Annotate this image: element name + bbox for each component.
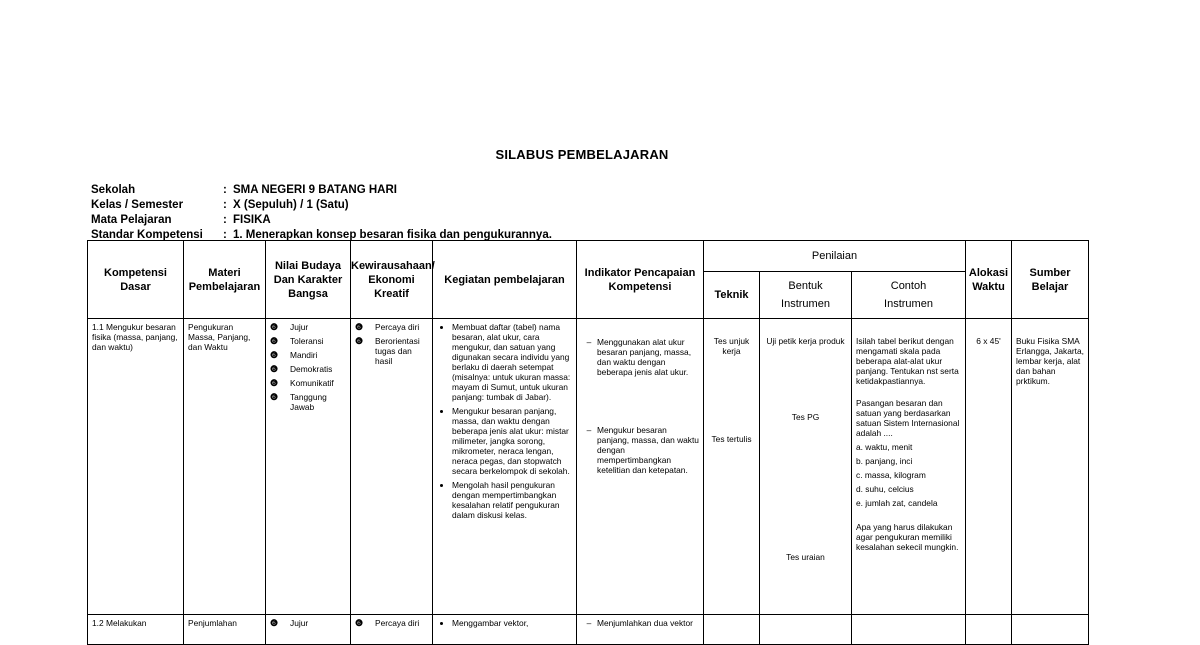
list-item [270,322,346,332]
cell-bentuk [760,319,852,615]
kewira-list [355,322,428,366]
list-item [355,322,428,332]
contoh-item: Apa yang harus dilakukan agar pengukuran memiliki kesalahan sekecil mungkin. [856,522,959,552]
bullet-icon: ❻ [270,322,279,332]
cell-teknik [704,319,760,615]
list-item: • Mengukur besaran panjang, massa, dan waktu dengan beberapa jenis alat ukur: mistar milimeter, jangka sorong, mikrometer, neraca lengan, neraca pegas, dan stopwatch secara berkelompok di sekolah. [452,406,572,476]
indikator-item [581,425,699,475]
materi-text: Penjumlahan [188,618,237,628]
col-header-kegiatan: Kegiatan pembelajaran [433,241,577,319]
list-item [355,336,428,366]
nilai-item: Tanggung Jawab [290,392,327,412]
syllabus-table [87,240,1089,645]
kd-text: 1.2 Melakukan [92,618,147,628]
kewira-item: Berorientasi tugas dan hasil [375,336,420,366]
document-header [91,183,552,243]
teknik-item: Tes unjuk kerja [713,336,750,356]
bullet-icon: ❻ [355,322,364,332]
nilai-list [270,322,346,412]
header-label: Kelas / Semester [91,199,184,211]
bentuk-line-2: Instrumen [781,298,830,310]
header-colon: : [223,214,227,226]
bentuk-item: Tes PG [791,412,820,422]
dash-icon: – [586,618,592,628]
contoh-option: b. panjang, inci [856,456,913,466]
bullet-icon: ❻ [270,336,279,346]
teknik-item: Tes tertulis [711,434,752,444]
col-header-indikator: Indikator Pencapaian Kompetensi [577,241,704,319]
header-row-sekolah [91,183,552,198]
list-item [270,364,346,374]
kd-text: 1.1 Mengukur besaran fisika (massa, panjang, dan waktu) [92,322,178,352]
contoh-option: a. waktu, menit [856,442,913,452]
materi-text: Pengukuran Massa, Panjang, dan Waktu [188,322,251,352]
cell-kewira [351,319,433,615]
contoh-line-2: Instrumen [884,298,933,310]
contoh-option: d. suhu, celcius [856,484,914,494]
nilai-item: Jujur [290,618,309,628]
indikator-item [581,337,699,377]
bentuk-line-1: Bentuk [788,280,823,292]
bentuk-item: Uji petik kerja produk [766,336,845,346]
list-item [270,378,346,388]
page-title: SILABUS PEMBELAJARAN [495,147,669,162]
cell-kd [88,319,184,615]
header-label: Sekolah [91,184,136,196]
col-header-materi: Materi Pembelajaran [184,241,266,319]
list-item [270,392,346,412]
bullet-icon: ❻ [270,618,279,628]
col-header-kewira: Kewirausahaan/ Ekonomi Kreatif [351,241,433,319]
col-header-nilai: Nilai Budaya Dan Karakter Bangsa [266,241,351,319]
header-label: Standar Kompetensi [91,229,203,241]
header-colon: : [223,199,227,211]
cell-sumber [1012,319,1089,615]
header-row-kelas [91,198,552,213]
contoh-option: e. jumlah zat, candela [856,498,938,508]
header-value: FISIKA [233,214,271,226]
kewira-item: Percaya diri [375,322,420,332]
bentuk-item: Tes uraian [786,552,825,562]
cell-kegiatan [433,319,577,615]
contoh-item: Pasangan besaran dan satuan yang berdasarkan satuan Sistem Internasional adalah .... [856,398,960,438]
kewira-item: Percaya diri [375,618,420,628]
list-item [270,336,346,346]
list-item [270,618,346,628]
list-item: • Membuat daftar (tabel) nama besaran, alat ukur, cara mengukur, dan satuan yang digunakan secara individu yang berlaku di daerah setempat (misalnya: untuk ukuran massa: mayam di Sumut, untuk ukuran panjang: tumbak di Jabar). [452,322,572,402]
col-header-teknik: Teknik [704,272,760,319]
header-value: 1. Menerapkan konsep besaran fisika dan pengukurannya. [233,229,552,241]
bullet-icon: ❻ [270,378,279,388]
bullet-icon: ❻ [355,336,364,346]
nilai-item: Komunikatif [290,378,334,388]
indikator-text: Mengukur besaran panjang, massa, dan waktu dengan mempertimbangkan ketelitian dan ketepatan. [597,425,699,475]
dash-icon: – [586,337,592,347]
nilai-item: Jujur [290,322,309,332]
col-header-kd: Kompetensi Dasar [88,241,184,319]
contoh-option: c. massa, kilogram [856,470,926,480]
header-colon: : [223,184,227,196]
list-item: • Mengolah hasil pengukuran dengan mempertimbangkan kesalahan relatif pengukuran dalam diskusi kelas. [452,480,572,520]
col-header-sumber: Sumber Belajar [1012,241,1089,319]
kegiatan-list [437,322,572,520]
cell-alokasi [966,319,1012,615]
alokasi-text: 6 x 45' [976,336,1001,346]
bullet-icon: ❻ [355,618,364,628]
table-row [88,319,1089,615]
indikator-text: Menjumlahkan dua vektor [597,618,693,628]
header-value: SMA NEGERI 9 BATANG HARI [233,184,397,196]
col-header-alokasi: Alokasi Waktu [966,241,1012,319]
bullet-icon: ❻ [270,350,279,360]
list-item [355,618,428,628]
list-item: • Menggambar vektor, [452,618,572,628]
col-header-penilaian: Penilaian [704,241,966,272]
list-item [270,350,346,360]
header-label: Mata Pelajaran [91,214,172,226]
header-row-mapel [91,213,552,228]
sumber-text: Buku Fisika SMA Erlangga, Jakarta, lembar kerja, alat dan bahan prktikum. [1016,336,1084,386]
cell-materi [184,319,266,615]
cell-contoh [852,319,966,615]
header-value: X (Sepuluh) / 1 (Satu) [233,199,349,211]
cell-nilai [266,319,351,615]
indikator-item [581,618,699,628]
indikator-text: Menggunakan alat ukur besaran panjang, massa, dan waktu dengan beberapa jenis alat ukur. [597,337,692,377]
contoh-item: Isilah tabel berikut dengan mengamati skala pada beberapa alat-alat ukur panjang. Tentukan nst serta ketidakpastiannya. [856,336,959,386]
nilai-item: Demokratis [290,364,333,374]
bullet-icon: ❻ [270,364,279,374]
cell-indikator [577,319,704,615]
contoh-line-1: Contoh [890,280,927,292]
col-header-contoh [852,272,966,319]
dash-icon: – [586,425,592,435]
nilai-item: Mandiri [290,350,318,360]
col-header-bentuk [760,272,852,319]
bullet-icon: ❻ [270,392,279,402]
nilai-item: Toleransi [290,336,324,346]
header-colon: : [223,229,227,241]
